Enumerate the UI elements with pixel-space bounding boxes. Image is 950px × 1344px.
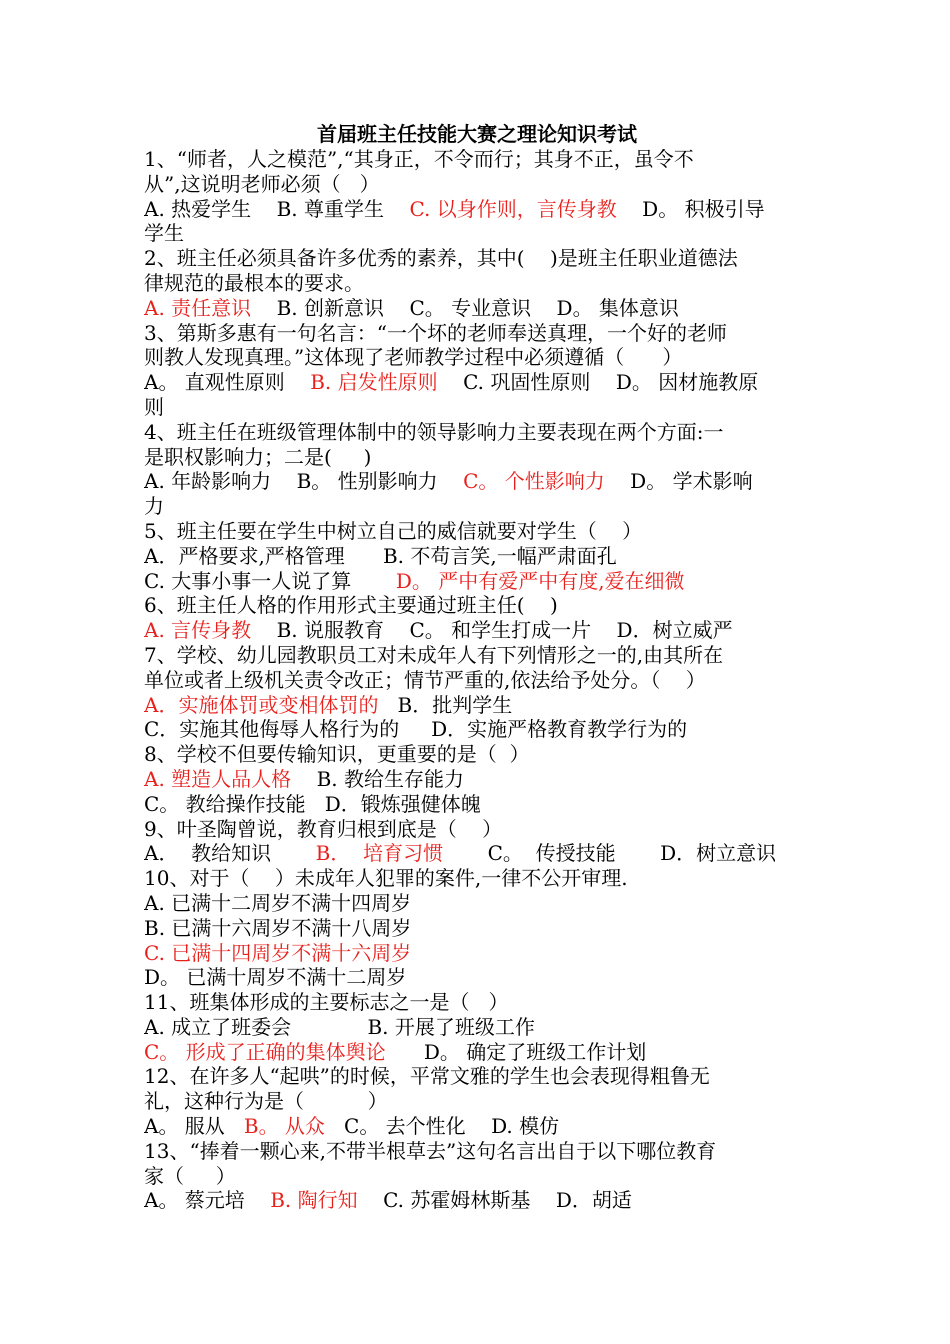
text-line xyxy=(144,221,810,246)
text-line xyxy=(144,271,810,296)
answer-option: C。 个性影响力 xyxy=(463,469,605,494)
text-segment: C. 苏霍姆林斯基 D．胡适 xyxy=(357,1188,632,1213)
text-segment: 从”,这说明老师必须（ ） xyxy=(144,171,380,196)
text-segment: A。 蔡元培 xyxy=(144,1188,271,1213)
answer-option: B。 从众 xyxy=(243,1114,325,1139)
text-segment: A．严格要求,严格管理 B. 不苟言笑,一幅严肃面孔 xyxy=(144,543,617,568)
text-line xyxy=(144,1164,810,1189)
text-segment: 5、班主任要在学生中树立自己的威信就要对学生（ ） xyxy=(144,518,643,543)
text-segment: 6、班主任人格的作用形式主要通过班主任( ) xyxy=(144,593,558,618)
answer-option: C. 已满十四周岁不满十六周岁 xyxy=(144,940,412,965)
answer-option: C。 形成了正确的集体舆论 xyxy=(144,1039,386,1064)
text-segment: C. 大事小事一人说了算 xyxy=(144,568,396,593)
text-line xyxy=(144,866,810,891)
text-line xyxy=(144,817,810,842)
text-segment: 10、对于（ ）未成年人犯罪的案件,一律不公开审理. xyxy=(144,866,628,891)
text-line xyxy=(144,916,810,941)
text-line xyxy=(144,519,810,544)
text-segment: B．批判学生 xyxy=(378,692,513,717)
text-line xyxy=(144,891,810,916)
text-segment: C。 教给操作技能 D．锻炼强健体魄 xyxy=(144,791,481,816)
text-line xyxy=(144,1064,810,1089)
text-line xyxy=(144,1015,810,1040)
text-segment: A。 服从 xyxy=(144,1114,244,1139)
document-title: 首届班主任技能大赛之理论知识考试 xyxy=(317,122,637,146)
text-segment: C. 巩固性原则 D。 因材施教原 xyxy=(437,370,759,395)
text-line xyxy=(144,693,810,718)
text-segment: 礼，这种行为是（ ） xyxy=(144,1089,388,1114)
text-segment: 13、“捧着一颗心来,不带半根草去”这句名言出自于以下哪位教育 xyxy=(144,1138,717,1163)
answer-option: B. 陶行知 xyxy=(270,1188,358,1213)
text-segment: 7、学校、幼儿园教职员工对未成年人有下列情形之一的,由其所在 xyxy=(144,642,724,667)
text-segment: B. 教给生存能力 xyxy=(291,766,465,791)
text-segment: 单位或者上级机关责令改正；情节严重的,依法给予处分。（ ） xyxy=(144,667,706,692)
text-line xyxy=(144,321,810,346)
text-line xyxy=(144,370,810,395)
text-line xyxy=(144,668,810,693)
text-line xyxy=(144,147,810,172)
text-segment: C。 去个性化 D. 模仿 xyxy=(324,1114,560,1139)
text-segment: 1、“师者，人之模范”,“其身正，不令而行；其身不正，虽令不 xyxy=(144,147,694,171)
answer-option: B. 启发性原则 xyxy=(310,370,438,395)
text-line xyxy=(144,1040,810,1065)
text-segment: 2、班主任必须具备许多优秀的素养，其中( )是班主任职业道德法 xyxy=(144,246,738,271)
text-segment: A。 直观性原则 xyxy=(144,370,311,395)
text-line xyxy=(144,494,810,519)
text-line xyxy=(144,941,810,966)
text-segment: C．实施其他侮辱人格行为的 D．实施严格教育教学行为的 xyxy=(144,717,688,742)
text-segment: D。 已满十周岁不满十二周岁 xyxy=(144,965,407,990)
text-segment: 则 xyxy=(144,394,164,419)
text-segment: 是职权影响力；二是( ) xyxy=(144,444,372,469)
text-line xyxy=(144,1188,810,1213)
text-line xyxy=(144,643,810,668)
question-list xyxy=(144,147,810,1213)
text-segment: D。 积极引导 xyxy=(616,196,765,221)
text-line xyxy=(144,395,810,420)
exam-content xyxy=(144,121,810,1213)
text-line xyxy=(144,246,810,271)
text-line xyxy=(144,841,810,866)
text-segment: 12、在许多人“起哄”的时候，平常文雅的学生也会表现得粗鲁无 xyxy=(144,1064,710,1089)
text-segment: A． 教给知识 xyxy=(144,841,316,866)
text-line xyxy=(144,420,810,445)
text-segment: 则教人发现真理。”这体现了老师教学过程中必须遵循（ ） xyxy=(144,345,683,370)
answer-option: A. 塑造人品人格 xyxy=(144,766,292,791)
text-line xyxy=(144,569,810,594)
text-segment: 学生 xyxy=(144,221,184,246)
text-line xyxy=(144,345,810,370)
text-line xyxy=(144,172,810,197)
text-line xyxy=(144,197,810,222)
text-segment: B. 创新意识 C。 专业意识 D。 集体意识 xyxy=(251,295,679,320)
text-segment: A. 热爱学生 B. 尊重学生 xyxy=(144,196,410,221)
text-line xyxy=(144,1139,810,1164)
text-line xyxy=(144,767,810,792)
text-segment: 力 xyxy=(144,494,164,519)
text-line xyxy=(144,990,810,1015)
answer-option: A. 责任意识 xyxy=(144,295,252,320)
text-segment: 3、第斯多惠有一句名言：“一个坏的老师奉送真理，一个好的老师 xyxy=(144,320,727,345)
text-segment: 11、班集体形成的主要标志之一是（ ） xyxy=(144,990,509,1015)
text-segment: A. 年龄影响力 B。 性别影响力 xyxy=(144,469,464,494)
text-line xyxy=(144,965,810,990)
text-line xyxy=(144,1114,810,1139)
text-segment: D。 学术影响 xyxy=(604,469,753,494)
text-segment: B. 已满十六周岁不满十八周岁 xyxy=(144,915,412,940)
text-line xyxy=(144,742,810,767)
text-line xyxy=(144,296,810,321)
answer-option: A．实施体罚或变相体罚的 xyxy=(144,692,379,717)
text-line xyxy=(144,717,810,742)
text-segment: 9、叶圣陶曾说，教育归根到底是（ ） xyxy=(144,816,503,841)
text-segment: 4、班主任在班级管理体制中的领导影响力主要表现在两个方面:一 xyxy=(144,419,724,444)
text-segment: D。 确定了班级工作计划 xyxy=(385,1039,647,1064)
text-segment: 家（ ） xyxy=(144,1163,236,1188)
text-line xyxy=(144,792,810,817)
answer-option: C. 以身作则，言传身教 xyxy=(409,196,617,221)
text-segment: 8、学校不但要传输知识，更重要的是（ ） xyxy=(144,742,530,767)
text-line xyxy=(144,469,810,494)
text-segment: 律规范的最根本的要求。 xyxy=(144,270,364,295)
answer-option: A. 言传身教 xyxy=(144,618,252,643)
text-line xyxy=(144,445,810,470)
text-line xyxy=(144,1089,810,1114)
text-segment: A. 已满十二周岁不满十四周岁 xyxy=(144,890,412,915)
text-line xyxy=(144,618,810,643)
text-segment: A. 成立了班委会 B. 开展了班级工作 xyxy=(144,1014,535,1039)
answer-option: B． 培育习惯 xyxy=(315,841,444,866)
text-segment: B. 说服教育 C。 和学生打成一片 D．树立威严 xyxy=(251,618,733,643)
answer-option: D。 严中有爱严中有度,爱在细微 xyxy=(395,568,685,593)
text-line xyxy=(144,544,810,569)
text-line xyxy=(144,593,810,618)
text-segment: C。 传授技能 D．树立意识 xyxy=(443,841,777,866)
